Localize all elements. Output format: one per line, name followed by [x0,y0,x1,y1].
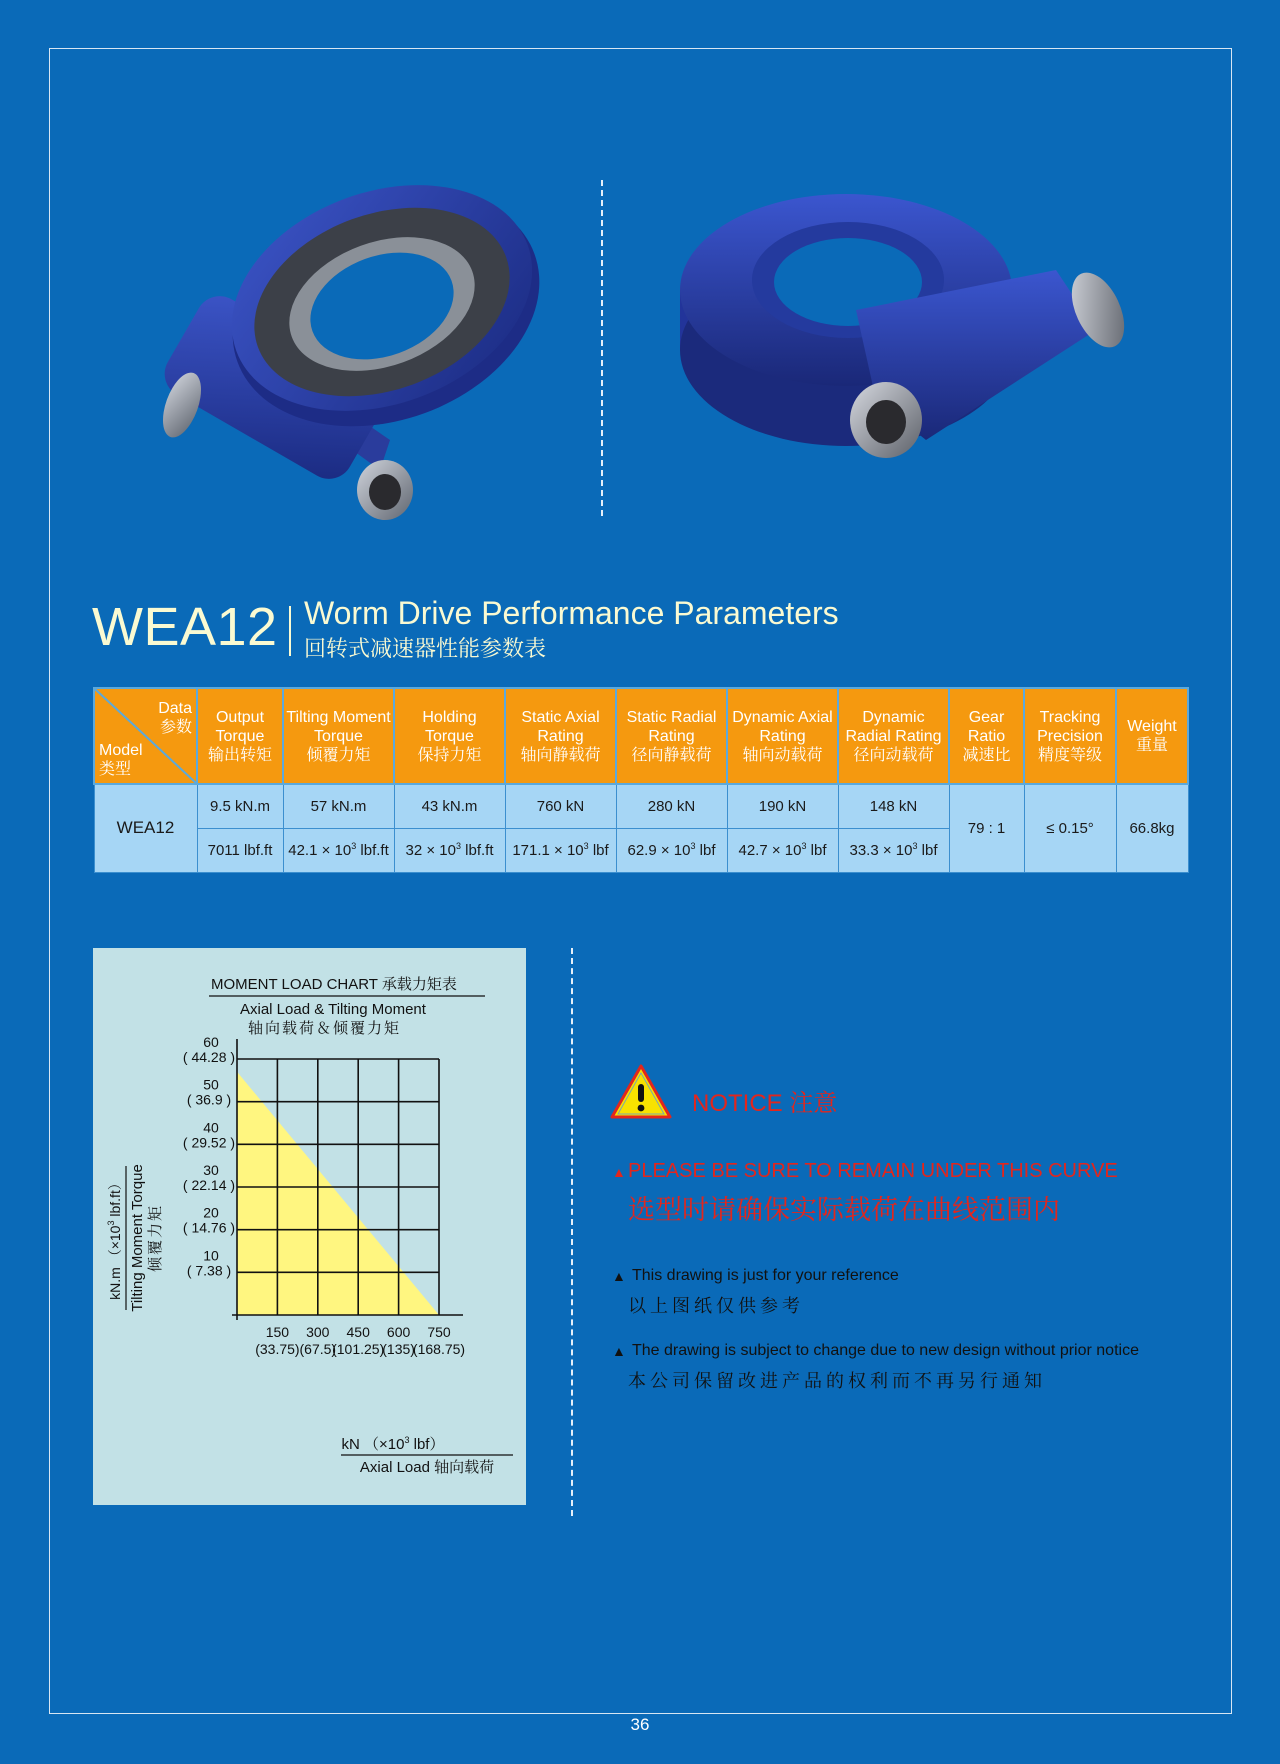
chart-svg [93,948,526,1505]
x-tick-label: 150 [265,1324,290,1340]
y-tick-label: 20 [203,1204,219,1221]
image-divider [601,180,603,516]
triangle-icon: ▲ [612,1268,626,1284]
page-title: Worm Drive Performance Parameters [304,595,839,631]
x-tick-sublabel: (67.5) [299,1341,337,1357]
product-image-bottom-view [676,180,1136,510]
svg-text:Tilting Moment Torque: Tilting Moment Torque [129,1164,146,1312]
svg-text:倾覆力矩: 倾覆力矩 [147,1203,164,1273]
table-cell: 280 kN [616,784,727,828]
chart-subtitle-cn: 轴向载荷＆倾覆力矩 [248,1020,402,1037]
y-tick-sublabel: ( 36.9 ) [186,1091,232,1108]
corner-model-label: Model 类型 [99,742,143,778]
y-tick-label: 50 [203,1076,219,1093]
header-dynamic-axial: Dynamic Axial Rating 轴向动载荷 [727,688,838,784]
y-axis-label [106,1164,164,1312]
x-axis-unit: kN （$\times 10^3$ lbf） [341,1435,445,1453]
table-cell: 190 kN [727,784,838,828]
table-cell: 148 kN [838,784,949,828]
header-dynamic-radial: Dynamic Radial Rating 径向动载荷 [838,688,949,784]
table-cell: $171.1 \times 10^3$ lbf [505,828,616,872]
y-tick-sublabel: ( 7.38 ) [186,1262,232,1279]
curve-warning-en: PLEASE BE SURE TO REMAIN UNDER THIS CURVE [628,1160,1118,1182]
y-tick-label: 30 [203,1162,219,1178]
corner-header [94,688,197,784]
table-cell: 760 kN [505,784,616,828]
change-note-en: The drawing is subject to change due to new design without prior notice [632,1342,1139,1359]
header-holding-torque: Holding Torque 保持力矩 [394,688,505,784]
x-tick-label: 750 [427,1324,451,1340]
precision-cell: ≤ 0.15° [1024,784,1116,872]
svg-text:kN.m （×103 lbf.ft）: kN.m （$\times 10^3$ lbf.ft） [106,1176,123,1300]
table-row-metric [94,784,1188,828]
y-tick-label: 60 [203,1034,219,1050]
table-cell: $62.9 \times 10^3$ lbf [616,828,727,872]
x-tick-label: 300 [306,1324,330,1340]
x-tick-sublabel: (101.25) [332,1341,385,1357]
x-axis-label: Axial Load 轴向载荷 [359,1459,495,1476]
moment-load-chart [93,948,526,1505]
curve-warning-cn: 选型时请确保实际载荷在曲线范围内 [628,1195,1060,1225]
notice-title: NOTICE 注意 [692,1090,838,1117]
y-tick-label: 40 [203,1119,219,1136]
x-tick-sublabel: (168.75) [412,1341,466,1357]
gear-ratio-cell: 79 : 1 [949,784,1024,872]
header-tilting-moment: Tilting Moment Torque 倾覆力矩 [283,688,394,784]
table-cell: $42.7 \times 10^3$ lbf [727,828,838,872]
header-static-axial: Static Axial Rating 轴向静载荷 [505,688,616,784]
table-cell: 9.5 kN.m [197,784,283,828]
x-tick-sublabel: (33.75) [255,1341,300,1357]
header-weight: Weight 重量 [1116,688,1188,784]
reference-note-cn: 以上图纸仅供参考 [628,1296,804,1316]
performance-table [93,687,1189,873]
page-number: 36 [630,1715,650,1734]
chart-subtitle-en: Axial Load & Tilting Moment [240,1001,426,1018]
corner-data-label: Data 参数 [158,700,192,736]
red-triangle-icon: ▲ [612,1164,626,1180]
y-tick-label: 10 [203,1247,219,1264]
model-title: WEA12 [92,597,278,657]
safe-load-area [237,1072,439,1315]
change-note-cn: 本公司保留改进产品的权利而不再另行通知 [628,1371,1046,1391]
header-tracking-precision: Tracking Precision 精度等级 [1024,688,1116,784]
chart-plot-area [183,1034,465,1357]
warning-icon [610,1064,672,1120]
table-cell: $32 \times 10^3$ lbf.ft [394,828,505,872]
x-tick-sublabel: (135) [382,1341,415,1357]
product-image-top-view [160,180,550,525]
y-tick-sublabel: ( 14.76 ) [182,1219,236,1236]
x-tick-label: 600 [386,1324,411,1340]
table-cell: 43 kN.m [394,784,505,828]
chart-title: MOMENT LOAD CHART 承载力矩表 [211,976,457,993]
table-cell: $33.3 \times 10^3$ lbf [838,828,949,872]
y-tick-sublabel: ( 29.52 ) [182,1134,236,1151]
y-tick-sublabel: ( 22.14 ) [182,1177,236,1193]
header-output-torque: Output Torque 输出转矩 [197,688,283,784]
model-cell: WEA12 [94,784,197,872]
table-cell: 57 kN.m [283,784,394,828]
page-title-cn: 回转式减速器性能参数表 [304,636,547,661]
y-tick-sublabel: ( 44.28 ) [182,1049,236,1065]
reference-note-en: This drawing is just for your reference [632,1267,899,1284]
table-header-row [94,688,1188,784]
header-static-radial: Static Radial Rating 径向静载荷 [616,688,727,784]
table-cell: 7011 lbf.ft [197,828,283,872]
chart-divider [571,948,573,1516]
weight-cell: 66.8kg [1116,784,1188,872]
header-gear-ratio: Gear Ratio 减速比 [949,688,1024,784]
x-tick-label: 450 [346,1324,370,1340]
title-separator [289,606,291,656]
table-cell: $42.1 \times 10^3$ lbf.ft [283,828,394,872]
triangle-icon: ▲ [612,1343,626,1359]
